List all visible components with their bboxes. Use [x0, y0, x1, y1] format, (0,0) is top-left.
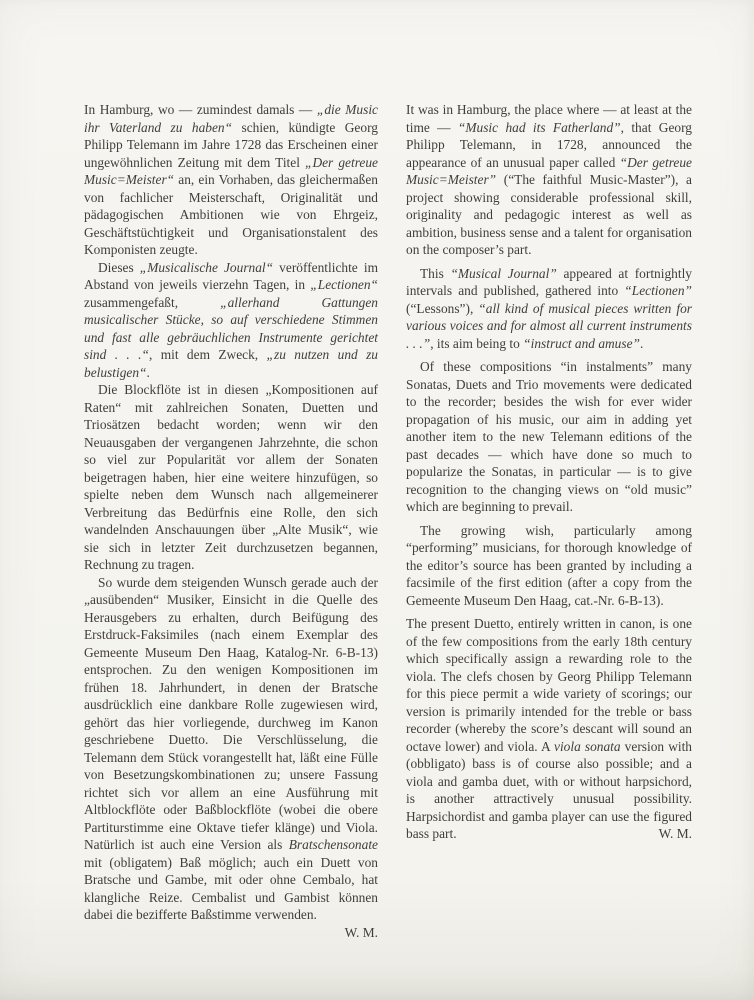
italic-text-run: Bratschensonate [288, 837, 378, 852]
paragraph [406, 615, 692, 843]
paragraph [406, 265, 692, 353]
italic-text-run: „zu nutzen und zu belustigen“ [84, 347, 378, 380]
paragraph [84, 574, 378, 940]
text-run: Dieses [98, 259, 140, 275]
text-run: . [639, 335, 644, 351]
english-text-column [406, 101, 692, 941]
italic-text-run: “Der getreue Music=Meister” [406, 154, 692, 187]
text-run: The growing wish, particularly among “performing” musicians, for thorough knowledge of the editor’s source has been granted by including a facsimile of the first edition (after a copy from the Gemeente Museum Den Haag, cat.-Nr. 6-B-13). [406, 522, 692, 608]
text-run: . [146, 364, 150, 380]
paragraph [84, 101, 378, 259]
text-run: It was in Hamburg, the place where — at least at the time — [406, 102, 692, 135]
text-run: appeared at fortnightly intervals and published, gathered into [406, 265, 692, 298]
paragraph [84, 259, 378, 382]
text-run: , that Georg Philipp Telemann, in 1728, announced the appearance of an unusual paper called [406, 119, 692, 170]
author-initials: W. M. [658, 826, 692, 841]
text-run: In Hamburg, wo — zumindest damals — [84, 102, 317, 117]
text-run: mit (obligatem) Baß möglich; auch ein Duett von Bratsche und Gambe, mit oder ohne Cembalo, hat klangliche Reize. Cembalist und Gambist können dabei die bezifferte Baßstimme verwenden. [84, 854, 378, 922]
text-run: This [420, 265, 451, 281]
text-run: Of these compositions “in instalments” many Sonatas, Duets and Trio movements were dedicated to the recorder; besides the wish for ever wider propagation of his music, our aim in adding yet another item to the new Telemann editions of the past decades — which have done so much to popularize the Sonatas, in particular — is to give recognition to the changing views on “old music” which are beginning to prevail. [406, 359, 692, 514]
italic-text-run: “Lectionen” [624, 283, 692, 298]
text-run: (“The faithful Music-Master”), a project showing considerable professional skill, originality and pedagogic interest as well as ambition, business sense and a talent for organisation on the composer’s part. [406, 172, 692, 257]
italic-text-run: „Lectionen“ [310, 277, 378, 292]
text-run: version with (obbligato) bass is of course also possible; and a viola and gamba duet, with or without harpsichord, is another attractively unusual possibility. Harpsichordist and gamba player can use the figured bass part. [406, 738, 693, 841]
italic-text-run: „allerhand Gattungen musicalischer Stücke, so auf verschiedene Stimmen und fast alle gebräuchlichen Instrumente gerichtet sind . . .“ [84, 294, 379, 362]
paragraph [406, 101, 692, 259]
text-run: , its aim being to [430, 335, 524, 351]
text-run: , mit dem Zweck, [148, 347, 267, 362]
text-run: The present Duetto, entirely written in canon, is one of the few compositions from the early 18th century which specifically assign a rewarding role to the viola. The clefs chosen by Georg Philipp Telemann for this piece permit a wide variety of scorings; our version is primarily intended for the treble or bass recorder (whereby the score’s descant will sound an octave lower) and viola. A [406, 616, 692, 754]
italic-text-run: “Music had its Fatherland” [457, 119, 621, 135]
text-run: schien, kündigte Georg Philipp Telemann im Jahre 1728 das Erscheinen einer ungewöhnlichen Zeitung mit dem Titel [84, 119, 378, 170]
text-run: veröffentlichte im Abstand von jeweils vierzehn Tagen, in [84, 259, 378, 292]
paragraph [84, 381, 378, 574]
author-initials: W. M. [344, 924, 378, 940]
italic-text-run: “all kind of musical pieces written for various voices and for almost all current instruments . . .” [406, 300, 692, 351]
italic-text-run: „die Music ihr Vaterland zu haben“ [84, 102, 378, 135]
italic-text-run: “instruct and amuse” [523, 335, 640, 351]
text-run: an, ein Vorhaben, das gleichermaßen von fachlicher Meisterschaft, Originalität und pädagogischen Ambitionen wie von Ehrgeiz, Geschäftstüchtigkeit und Organisationstalent des Komponisten zeugte. [84, 172, 378, 257]
text-run: Die Blockflöte ist in diesen „Kompositionen auf Raten“ mit zahlreichen Sonaten, Duetten und Triosätzen bedacht worden; wenn wir den Neuausgaben der vergangenen Jahrzehnte, die schon so viel zur Popularität vor allem der Sonaten beigetragen haben, hier eine weitere hinzufügen, so spielte neben dem Wunsch nach allgemeinerer Verbreitung das Bedürfnis eine Rolle, den sich wandelnden Anschauungen über „Alte Musik“, wie sie sich in letzter Zeit durchzusetzen begannen, Rechnung zu tragen. [84, 382, 378, 572]
paragraph [406, 522, 692, 610]
text-run: zusammengefaßt, [84, 294, 221, 310]
italic-text-run: „Der getreue Music=Meister“ [84, 154, 378, 187]
text-run: So wurde dem steigenden Wunsch gerade auch der „ausübenden“ Musiker, Einsicht in die Quelle des Herausgebers zu erhalten, durch Beifügung des Erstdruck-Faksimiles (nach einem Exemplar des Gemeente Museum Den Haag, Katalog-Nr. 6-B-13) entsprochen. Zu den wenigen Kompositionen im frühen 18. Jahrhundert, in denen der Bratsche ausdrücklich eine dankbare Rolle zugewiesen wird, gehört das hier vorliegende, durchweg im Kanon geschriebene Duetto. Die Verschlüsselung, die Telemann dem Stück vorangestellt hat, läßt eine Fülle von Besetzungskombinationen zu; unsere Fassung richtet sich vor allem an eine Ausführung mit Altblockflöte oder Baßblockflöte (wobei die obere Partiturstimme eine Oktave tiefer klänge) und Viola. Natürlich ist auch eine Version als [84, 574, 378, 852]
paragraph [406, 358, 692, 516]
text-run: (“Lessons”), [406, 300, 479, 316]
italic-text-run: “Musical Journal” [450, 265, 557, 281]
italic-text-run: viola sonata [554, 738, 621, 754]
italic-text-run: „Musicalische Journal“ [139, 259, 274, 275]
german-text-column [84, 101, 378, 941]
